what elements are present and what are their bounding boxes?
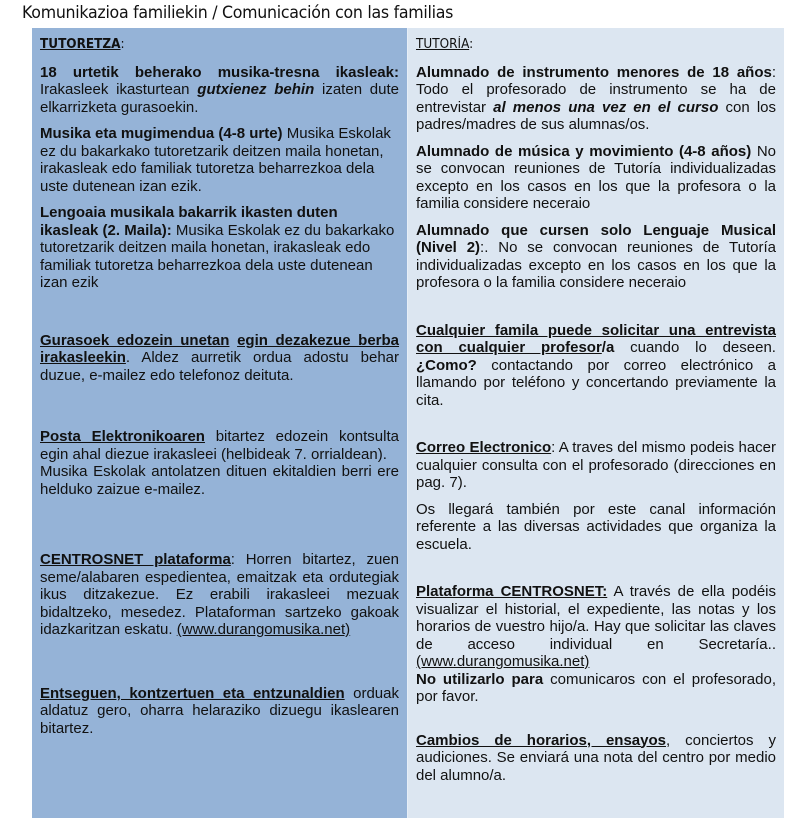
section-music-language	[416, 222, 776, 292]
header-tutoria	[416, 36, 751, 54]
section-text: A través de ella podéis visualizar el historial, el expediente, las notas y los horarios de vuestro hijo/a. Hay que solicitar las claves de acceso individual en Secretaría..	[416, 583, 776, 653]
page-title: Komunikazioa familiekin / Comunicación con las familias	[22, 3, 454, 23]
section-email	[40, 428, 399, 463]
section-text: : Todo el profesorado de instrumento se ha de entrevistar	[416, 63, 776, 116]
section-text: bitartez edozein kontsulta egin ahal diezue irakasleei (helbideak 7. orrialdean).	[40, 428, 399, 463]
section-centrosnet	[416, 583, 776, 671]
section-text: cuando lo deseen.	[614, 339, 776, 356]
section-text: No se convocan reuniones de Tutoría individualizadas excepto en los casos en los que la profesora o la familia considere neceraio	[416, 142, 777, 212]
header-colon: :	[120, 37, 125, 52]
section-centrosnet	[40, 551, 399, 639]
section-link: Correo Electronico	[416, 439, 552, 456]
section-link: Cambios de horarios, ensayos	[416, 731, 667, 749]
header-colon: :	[469, 37, 474, 52]
section-link: Gurasoek edozein unetan	[40, 331, 230, 349]
section-emphasis: gutxienez behin	[197, 81, 315, 98]
communication-table	[32, 28, 784, 818]
section-parents-talk	[40, 332, 399, 385]
section-music-language	[40, 204, 399, 292]
section-link: Entseguen, kontzertuen eta entzunaldien	[40, 684, 345, 702]
section-heading: 18 urtetik beherako musika-tresna ikasleak:	[40, 63, 399, 81]
section-schedule-changes	[40, 685, 399, 738]
header-tutoretza	[40, 36, 374, 54]
section-instrument-minors	[40, 64, 399, 117]
section-link: egin dezakezue berba irakasleekin	[40, 331, 400, 366]
section-text: comunicaros con el profesorado, por favor.	[416, 670, 776, 705]
section-heading-tail: /a	[601, 339, 615, 356]
section-interview-request	[416, 322, 776, 410]
section-email	[416, 439, 776, 492]
section-text: , conciertos y audiciones. Se enviará una nota del centro por medio del alumno/a.	[416, 731, 777, 784]
section-text: :. No se convocan reuniones de Tutoría individualizadas excepto en los casos en los que la profesora o la familia considere neceraio	[416, 239, 776, 291]
section-text: : A traves del mismo podeis hacer cualquier consulta con el profesorado (direcciones en pag. 7).	[416, 439, 777, 491]
section-centrosnet-note	[416, 671, 776, 706]
section-text: Musika Eskolak ez du bakarkako tutoretzarik deitzen maila honetan, irakasleak edo familiak tutoretza beharrezkoa dela uste dutenean izan ezik.	[40, 125, 391, 195]
section-text: con los padres/madres de sus alumnas/os.	[416, 98, 776, 133]
section-heading: Alumnado que cursen solo Lenguaje Musical (Nivel 2)	[416, 221, 776, 256]
section-schedule-changes	[416, 732, 776, 785]
column-basque	[32, 28, 407, 818]
section-text: Musika Eskolak antolatzen dituen ekitaldien berri ere helduko zaizue e-mailez.	[40, 463, 399, 498]
section-music-movement	[40, 125, 399, 195]
column-spanish	[407, 28, 784, 818]
section-text: . Aldez aurretik ordua adostu behar duzue, e-mailez edo telefonoz deituta.	[40, 349, 399, 384]
section-heading: No utilizarlo para	[416, 670, 544, 688]
header-label: TUTORETZA	[40, 37, 121, 52]
section-email-events	[416, 501, 776, 554]
section-text: Musika Eskolak ez du bakarkako tutoretzarik deitzen maila honetan, irakasleak edo familiak tutoretza beharrezkoa dela uste dutenean izan ezik	[40, 221, 395, 291]
section-link: Plataforma CENTROSNET:	[416, 583, 608, 600]
section-link: CENTROSNET plataforma	[40, 551, 231, 568]
section-question: ¿Como?	[416, 356, 477, 374]
section-email-events	[40, 463, 399, 498]
section-text: Os llegará también por este canal información referente a las diversas actividades que organiza la escuela.	[416, 500, 776, 553]
section-heading: Musika eta mugimendua (4-8 urte)	[40, 125, 283, 142]
section-emphasis: al menos una vez en el curso	[493, 98, 719, 116]
section-text: : Horren bitartez, zuen seme/alabaren espedientea, emaitzak eta ordutegiak ikus ditzakezue. Ez erabili irakasleei mezuak bidaltzeko, mesedez. Plataforman sartzeko gakoak idazkaritzan eskatu.	[40, 551, 399, 638]
section-link: Posta Elektronikoaren	[40, 428, 205, 445]
website-link[interactable]: (www.durangomusika.net)	[416, 653, 590, 670]
section-text: orduak aldatuz gero, oharra helaraziko dizuegu ikaslearen bitartez.	[40, 684, 399, 737]
section-heading: Alumnado de instrumento menores de 18 años	[416, 63, 772, 81]
section-link: Cualquier famila puede solicitar una entrevista con cualquier profesor	[416, 321, 776, 356]
section-text: contactando por correo electrónico a llamando por teléfono y concertando previamente la cita.	[416, 356, 776, 409]
header-label: TUTORÍA	[416, 37, 470, 52]
spacer	[229, 332, 237, 349]
website-link[interactable]: (www.durangomusika.net)	[176, 621, 351, 638]
section-text: Irakasleek ikasturtean	[40, 81, 198, 98]
section-text: izaten dute elkarrizketa gurasoekin.	[40, 81, 399, 116]
section-heading: Lengoaia musikala bakarrik ikasten duten ikasleak (2. Maila):	[40, 204, 338, 239]
section-instrument-minors	[416, 64, 776, 134]
section-heading: Alumnado de música y movimiento (4-8 años)	[416, 142, 752, 160]
section-music-movement	[416, 143, 776, 213]
